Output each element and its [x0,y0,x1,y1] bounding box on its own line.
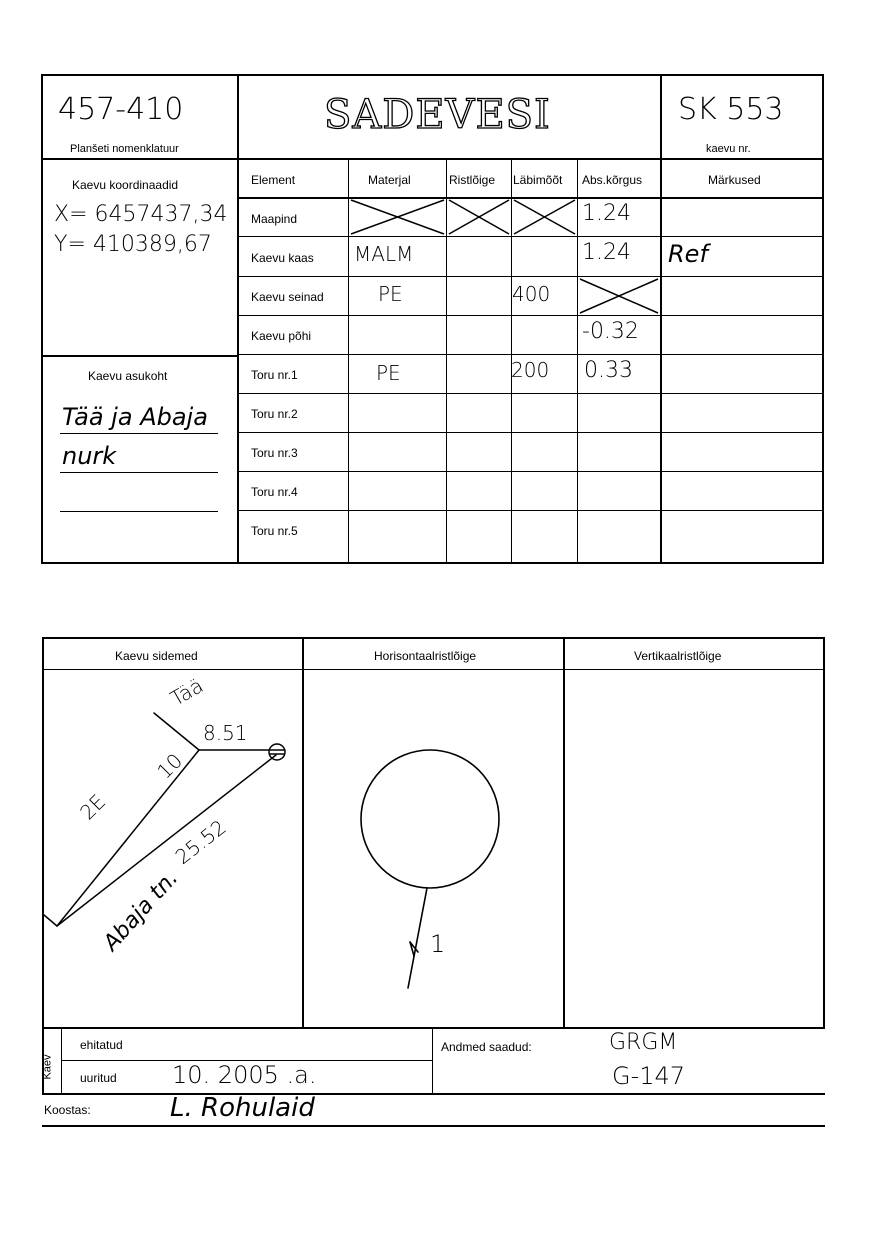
coordinates-label: Kaevu koordinaadid [72,178,179,192]
cross-mark [578,277,660,315]
sketch-pipe-number: 1 [430,930,446,958]
section-horizontal-label: Horisontaalristlõige [374,649,477,663]
data-from-value-1: GRGM [609,1030,678,1055]
horizontal-section-sketch [304,670,563,1027]
remarks-lid: Ref [668,240,708,268]
cross-mark [447,198,511,236]
row-element-5: Toru nr.2 [251,407,298,421]
row-element-6: Toru nr.3 [251,446,298,460]
well-number-value: SK 553 [678,92,784,127]
col-header-remarks: Märkused [708,173,761,187]
diameter-pipe1: 200 [511,358,550,382]
data-from-label: Andmed saadud: [441,1040,532,1054]
row-element-0: Maapind [251,212,298,226]
compiled-label: Koostas: [44,1103,91,1117]
coordinate-x: X= 6457437,34 [54,202,228,227]
built-label: ehitatud [80,1038,123,1052]
abs-height-ground: 1.24 [582,201,631,226]
section-ties-label: Kaevu sidemed [115,649,198,663]
abs-height-lid: 1.24 [582,240,631,265]
material-walls: PE [378,282,403,306]
location-line2: nurk [62,442,117,470]
col-header-abs-height: Abs.kõrgus [582,173,643,187]
sketch-distance-long: 25.52 [170,814,231,870]
row-element-8: Toru nr.5 [251,524,298,538]
location-line1: Tää ja Abaja [62,403,208,431]
compiled-value: L. Rohulaid [170,1093,315,1123]
well-number-label: kaevu nr. [706,143,751,155]
page-title: SADEVESI [324,92,551,138]
side-label: Kaev [41,1054,54,1080]
sketch-distance-10: 10 [152,748,188,784]
col-header-cross-section: Ristlõige [449,173,496,187]
map-sheet-label: Planšeti nomenklatuur [70,143,179,155]
diameter-walls: 400 [512,282,551,306]
location-label: Kaevu asukoht [88,369,168,383]
col-header-material: Materjal [368,173,411,187]
map-sheet-value: 457-410 [58,92,184,127]
row-element-3: Kaevu põhi [251,329,312,343]
col-header-element: Element [251,173,296,187]
data-from-value-2: G-147 [612,1062,686,1090]
sketch-street-bottom: Abaja tn. [98,865,184,956]
sketch-distance-short: 8.51 [203,721,248,745]
col-header-diameter: Läbimõõt [513,173,563,187]
row-element-7: Toru nr.4 [251,485,298,499]
row-element-1: Kaevu kaas [251,251,314,265]
material-pipe1: PE [376,361,401,385]
coordinate-y: Y= 410389,67 [54,232,212,257]
section-vertical-label: Vertikaalristlõige [634,649,722,663]
surveyed-label: uuritud [80,1071,117,1085]
row-element-4: Toru nr.1 [251,368,298,382]
cross-mark [349,198,446,236]
row-element-2: Kaevu seinad [251,290,324,304]
abs-height-pipe1: 0.33 [584,358,633,383]
cross-mark [512,198,577,236]
material-lid: MALM [354,242,414,266]
surveyed-value: 10. 2005 .a. [172,1061,317,1089]
sketch-street-top: Tää [166,673,208,711]
sketch-distance-2e: 2E [75,789,111,825]
abs-height-bottom: -0.32 [582,319,639,344]
